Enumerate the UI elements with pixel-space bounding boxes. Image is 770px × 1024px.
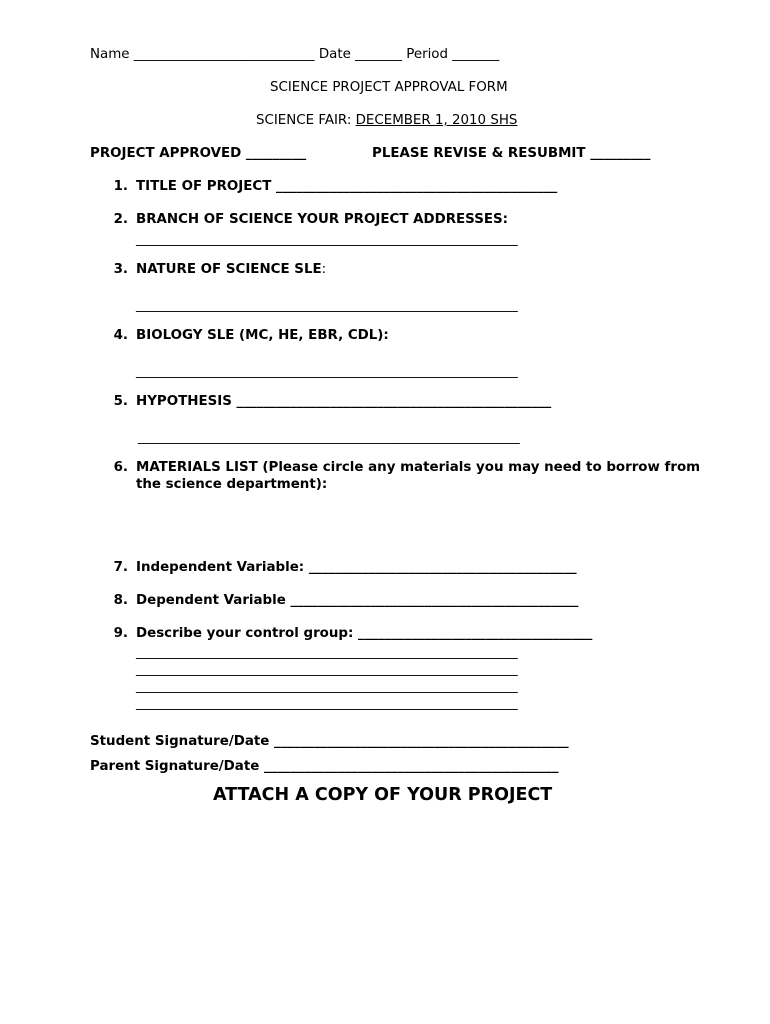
science-fair-label: SCIENCE FAIR: [256,113,352,128]
item-number: 6. [113,460,128,475]
name-field[interactable]: ___________________________ [133,47,315,62]
attach-copy-note: ATTACH A COPY OF YOUR PROJECT [213,785,553,805]
dependent-variable-field[interactable]: Dependent Variable ___________________________________________ [136,593,579,608]
date-field[interactable]: _______ [355,47,402,62]
nature-of-science-field[interactable]: _________________________________________________________ [136,298,518,313]
date-label: Date [318,47,351,62]
revise-resubmit-field[interactable]: PLEASE REVISE & RESUBMIT _________ [372,146,651,161]
independent-variable-field[interactable]: Independent Variable: ________________________________________ [136,560,577,575]
biology-sle-field[interactable]: _________________________________________________________ [136,364,518,379]
item-number: 5. [113,394,128,409]
control-group-field[interactable]: Describe your control group: ___________________________________ [136,626,593,641]
control-group-line[interactable]: _________________________________________________________ [136,662,518,677]
item-number: 2. [113,212,128,227]
hypothesis-field-2[interactable]: _________________________________________________________ [138,430,520,445]
control-group-line[interactable]: _________________________________________________________ [136,696,518,711]
item-number: 7. [113,560,128,575]
biology-sle-label: BIOLOGY SLE (MC, HE, EBR, CDL): [136,328,389,343]
item-number: 8. [113,593,128,608]
science-fair-date: DECEMBER 1, 2010 SHS [355,113,518,128]
item-number: 9. [113,626,128,641]
item-number: 4. [113,328,128,343]
name-label: Name [90,47,130,62]
project-approved-field[interactable]: PROJECT APPROVED _________ [90,146,307,161]
item-number: 3. [113,262,128,277]
science-fair-line [256,113,517,129]
title-of-project-field[interactable]: TITLE OF PROJECT __________________________________________ [136,179,558,194]
header-line [90,47,499,63]
period-label: Period [406,47,449,62]
materials-list-label: MATERIALS LIST (Please circle any materials you may need to borrow from [136,460,701,475]
nature-of-science-label: NATURE OF SCIENCE SLE: [136,262,327,277]
hypothesis-field[interactable]: HYPOTHESIS _______________________________________________ [136,394,552,409]
control-group-line[interactable]: _________________________________________________________ [136,645,518,660]
item-number: 1. [113,179,128,194]
parent-signature-field[interactable]: Parent Signature/Date ____________________________________________ [90,759,559,774]
period-field[interactable]: _______ [452,47,500,62]
control-group-line[interactable]: _________________________________________________________ [136,679,518,694]
materials-list-label-2: the science department): [136,477,328,492]
branch-of-science-label: BRANCH OF SCIENCE YOUR PROJECT ADDRESSES: [136,212,509,227]
branch-of-science-field[interactable]: _________________________________________________________ [136,232,518,247]
student-signature-field[interactable]: Student Signature/Date ____________________________________________ [90,734,569,749]
form-title: SCIENCE PROJECT APPROVAL FORM [270,80,508,95]
